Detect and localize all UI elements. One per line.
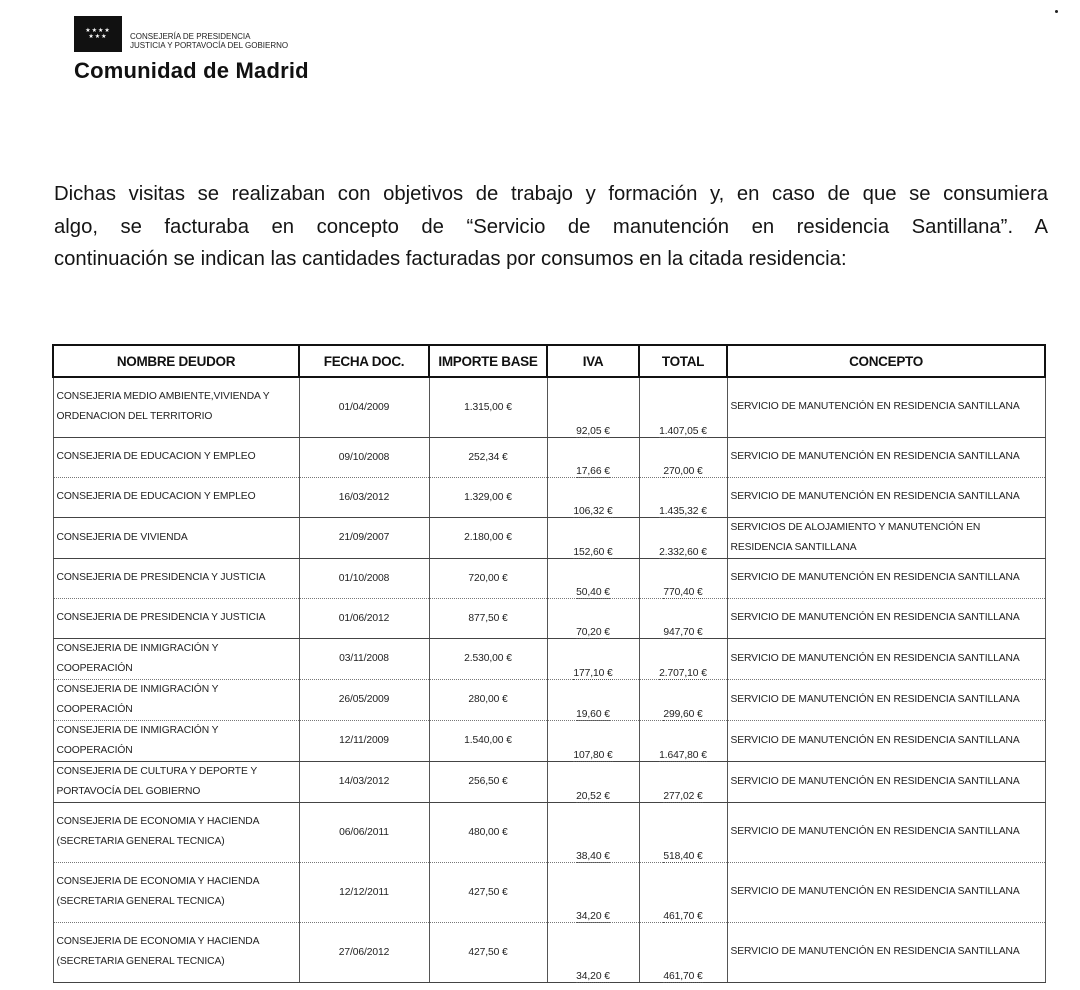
department-name xyxy=(130,32,288,50)
iva-amount: 20,52 € xyxy=(576,790,610,802)
table-row xyxy=(53,862,1045,922)
base-amount-cell: 2.180,00 € xyxy=(429,517,547,558)
iva-amount-cell xyxy=(547,598,639,638)
total-amount: 270,00 € xyxy=(663,465,703,477)
document-date-cell: 12/11/2009 xyxy=(299,720,429,761)
document-date-cell: 16/03/2012 xyxy=(299,477,429,517)
header-concepto: CONCEPTO xyxy=(727,345,1045,377)
base-amount-cell: 1.315,00 € xyxy=(429,377,547,437)
concept-cell: SERVICIO DE MANUTENCIÓN EN RESIDENCIA SANTILLANA xyxy=(727,477,1045,517)
debtor-name-cell: CONSEJERIA DE INMIGRACIÓN Y COOPERACIÓN xyxy=(53,720,299,761)
department-line-1: CONSEJERÍA DE PRESIDENCIA xyxy=(130,32,251,41)
header-total: TOTAL xyxy=(639,345,727,377)
table-header-row xyxy=(53,345,1045,377)
table-row xyxy=(53,720,1045,761)
iva-amount-cell xyxy=(547,477,639,517)
letterhead xyxy=(74,16,309,84)
iva-amount-cell xyxy=(547,679,639,720)
document-date-cell: 12/12/2011 xyxy=(299,862,429,922)
document-date-cell: 21/09/2007 xyxy=(299,517,429,558)
total-amount: 461,70 € xyxy=(663,910,703,922)
iva-amount: 107,80 € xyxy=(573,749,613,761)
document-date-cell: 01/10/2008 xyxy=(299,558,429,598)
document-date-cell: 01/04/2009 xyxy=(299,377,429,437)
table-row xyxy=(53,377,1045,437)
iva-amount: 70,20 € xyxy=(576,626,610,638)
debtor-name-cell: CONSEJERIA DE ECONOMIA Y HACIENDA (SECRETARIA GENERAL TECNICA) xyxy=(53,862,299,922)
concept-cell: SERVICIO DE MANUTENCIÓN EN RESIDENCIA SANTILLANA xyxy=(727,598,1045,638)
total-amount: 1.647,80 € xyxy=(659,749,707,761)
base-amount-cell: 256,50 € xyxy=(429,761,547,802)
iva-amount-cell xyxy=(547,638,639,679)
total-amount-cell xyxy=(639,761,727,802)
total-amount: 1.407,05 € xyxy=(659,425,707,437)
iva-amount: 152,60 € xyxy=(573,546,613,558)
table-row xyxy=(53,638,1045,679)
table-row xyxy=(53,477,1045,517)
total-amount-cell xyxy=(639,720,727,761)
debtor-name-cell: CONSEJERIA DE EDUCACION Y EMPLEO xyxy=(53,437,299,477)
document-date-cell: 03/11/2008 xyxy=(299,638,429,679)
total-amount-cell xyxy=(639,477,727,517)
total-amount-cell xyxy=(639,638,727,679)
table-row xyxy=(53,679,1045,720)
total-amount: 770,40 € xyxy=(663,586,703,598)
base-amount-cell: 1.540,00 € xyxy=(429,720,547,761)
intro-paragraph xyxy=(54,178,1048,276)
debtor-name-cell: CONSEJERIA DE VIVIENDA xyxy=(53,517,299,558)
concept-cell: SERVICIO DE MANUTENCIÓN EN RESIDENCIA SANTILLANA xyxy=(727,558,1045,598)
base-amount-cell: 252,34 € xyxy=(429,437,547,477)
concept-cell: SERVICIO DE MANUTENCIÓN EN RESIDENCIA SANTILLANA xyxy=(727,720,1045,761)
debtor-name-cell: CONSEJERIA DE PRESIDENCIA Y JUSTICIA xyxy=(53,558,299,598)
iva-amount-cell xyxy=(547,720,639,761)
table-row xyxy=(53,922,1045,982)
iva-amount-cell xyxy=(547,862,639,922)
total-amount: 2.332,60 € xyxy=(659,546,707,558)
table-row xyxy=(53,802,1045,862)
document-date-cell: 01/06/2012 xyxy=(299,598,429,638)
iva-amount-cell xyxy=(547,922,639,982)
iva-amount-cell xyxy=(547,558,639,598)
total-amount: 518,40 € xyxy=(663,850,703,862)
concept-cell: SERVICIO DE MANUTENCIÓN EN RESIDENCIA SANTILLANA xyxy=(727,802,1045,862)
base-amount-cell: 720,00 € xyxy=(429,558,547,598)
header-iva: IVA xyxy=(547,345,639,377)
paragraph-line-3: continuación se indican las cantidades facturadas por consumos en la citada residencia: xyxy=(54,248,847,270)
base-amount-cell: 480,00 € xyxy=(429,802,547,862)
paragraph-line-1: Dichas visitas se realizaban con objetivos de trabajo y formación y, en caso de que se consumiera xyxy=(54,183,1048,205)
stray-dot xyxy=(1055,10,1058,13)
total-amount: 947,70 € xyxy=(663,626,703,638)
iva-amount: 177,10 € xyxy=(573,667,613,679)
iva-amount-cell xyxy=(547,761,639,802)
base-amount-cell: 427,50 € xyxy=(429,862,547,922)
document-date-cell: 26/05/2009 xyxy=(299,679,429,720)
concept-cell: SERVICIO DE MANUTENCIÓN EN RESIDENCIA SANTILLANA xyxy=(727,437,1045,477)
document-date-cell: 14/03/2012 xyxy=(299,761,429,802)
billing-table xyxy=(52,344,1046,983)
iva-amount: 50,40 € xyxy=(576,586,610,598)
table-row xyxy=(53,761,1045,802)
total-amount: 461,70 € xyxy=(663,970,703,982)
total-amount-cell xyxy=(639,862,727,922)
total-amount-cell xyxy=(639,922,727,982)
concept-cell: SERVICIO DE MANUTENCIÓN EN RESIDENCIA SANTILLANA xyxy=(727,922,1045,982)
debtor-name-cell: CONSEJERIA DE PRESIDENCIA Y JUSTICIA xyxy=(53,598,299,638)
total-amount-cell xyxy=(639,558,727,598)
header-fecha-doc: FECHA DOC. xyxy=(299,345,429,377)
table-row xyxy=(53,558,1045,598)
paragraph-line-2: algo, se facturaba en concepto de “Servicio de manutención en residencia Santillana”. A xyxy=(54,215,1048,238)
logo-row xyxy=(74,16,309,52)
header-nombre-deudor: NOMBRE DEUDOR xyxy=(53,345,299,377)
debtor-name-cell: CONSEJERIA DE ECONOMIA Y HACIENDA (SECRETARIA GENERAL TECNICA) xyxy=(53,802,299,862)
total-amount: 299,60 € xyxy=(663,708,703,720)
debtor-name-cell: CONSEJERIA DE ECONOMIA Y HACIENDA (SECRETARIA GENERAL TECNICA) xyxy=(53,922,299,982)
iva-amount: 34,20 € xyxy=(576,970,610,982)
department-line-2: JUSTICIA Y PORTAVOCÍA DEL GOBIERNO xyxy=(130,41,289,50)
iva-amount: 19,60 € xyxy=(576,708,610,720)
iva-amount-cell xyxy=(547,517,639,558)
total-amount-cell xyxy=(639,437,727,477)
document-date-cell: 06/06/2011 xyxy=(299,802,429,862)
base-amount-cell: 877,50 € xyxy=(429,598,547,638)
document-date-cell: 27/06/2012 xyxy=(299,922,429,982)
table-row xyxy=(53,437,1045,477)
debtor-name-cell: CONSEJERIA DE INMIGRACIÓN Y COOPERACIÓN xyxy=(53,679,299,720)
concept-cell: SERVICIOS DE ALOJAMIENTO Y MANUTENCIÓN EN RESIDENCIA SANTILLANA xyxy=(727,517,1045,558)
iva-amount: 38,40 € xyxy=(576,850,610,862)
concept-cell: SERVICIO DE MANUTENCIÓN EN RESIDENCIA SANTILLANA xyxy=(727,679,1045,720)
base-amount-cell: 427,50 € xyxy=(429,922,547,982)
base-amount-cell: 280,00 € xyxy=(429,679,547,720)
iva-amount: 17,66 € xyxy=(576,465,610,477)
total-amount-cell xyxy=(639,517,727,558)
debtor-name-cell: CONSEJERIA MEDIO AMBIENTE,VIVIENDA Y ORDENACION DEL TERRITORIO xyxy=(53,377,299,437)
concept-cell: SERVICIO DE MANUTENCIÓN EN RESIDENCIA SANTILLANA xyxy=(727,377,1045,437)
iva-amount-cell xyxy=(547,802,639,862)
madrid-flag-logo-icon xyxy=(74,16,122,52)
total-amount-cell xyxy=(639,679,727,720)
iva-amount-cell xyxy=(547,437,639,477)
table-row xyxy=(53,517,1045,558)
base-amount-cell: 2.530,00 € xyxy=(429,638,547,679)
organization-name: Comunidad de Madrid xyxy=(74,58,309,83)
iva-amount-cell xyxy=(547,377,639,437)
total-amount: 2.707,10 € xyxy=(659,667,707,679)
base-amount-cell: 1.329,00 € xyxy=(429,477,547,517)
iva-amount: 34,20 € xyxy=(576,910,610,922)
iva-amount: 92,05 € xyxy=(576,425,610,437)
total-amount: 277,02 € xyxy=(663,790,703,802)
debtor-name-cell: CONSEJERIA DE CULTURA Y DEPORTE Y PORTAVOCÍA DEL GOBIERNO xyxy=(53,761,299,802)
document-date-cell: 09/10/2008 xyxy=(299,437,429,477)
table-row xyxy=(53,598,1045,638)
flag-stars: ★★★★ ★★★ xyxy=(85,27,111,40)
total-amount-cell xyxy=(639,377,727,437)
debtor-name-cell: CONSEJERIA DE EDUCACION Y EMPLEO xyxy=(53,477,299,517)
total-amount-cell xyxy=(639,598,727,638)
header-importe-base: IMPORTE BASE xyxy=(429,345,547,377)
concept-cell: SERVICIO DE MANUTENCIÓN EN RESIDENCIA SANTILLANA xyxy=(727,862,1045,922)
total-amount-cell xyxy=(639,802,727,862)
total-amount: 1.435,32 € xyxy=(659,505,707,517)
iva-amount: 106,32 € xyxy=(573,505,613,517)
concept-cell: SERVICIO DE MANUTENCIÓN EN RESIDENCIA SANTILLANA xyxy=(727,638,1045,679)
concept-cell: SERVICIO DE MANUTENCIÓN EN RESIDENCIA SANTILLANA xyxy=(727,761,1045,802)
debtor-name-cell: CONSEJERIA DE INMIGRACIÓN Y COOPERACIÓN xyxy=(53,638,299,679)
